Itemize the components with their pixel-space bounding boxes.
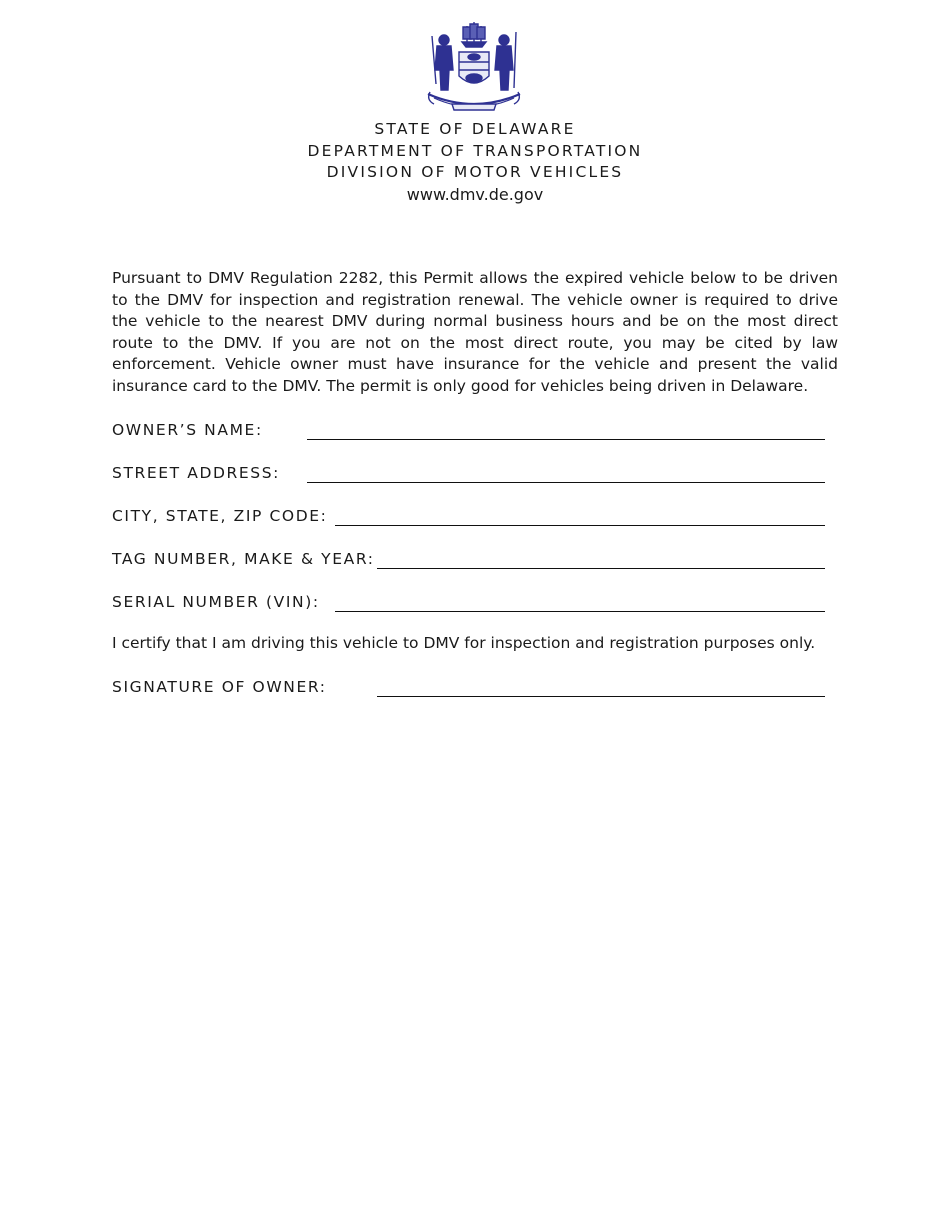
delaware-state-seal-icon bbox=[422, 18, 526, 114]
permit-description: Pursuant to DMV Regulation 2282, this Permit allows the expired vehicle below to be driven to the DMV for inspection and registration renewal. The vehicle owner is required to drive the vehicle to the nearest DMV during normal business hours and be on the most direct route to the DMV. If you are not on the most direct route, you may be cited by law enforcement. Vehicle owner must have insurance for the vehicle and present the valid insurance card to the DMV. The permit is only good for vehicles being driven in Delaware. bbox=[112, 269, 838, 395]
agency-header bbox=[0, 119, 950, 206]
serial-number-field[interactable] bbox=[112, 591, 825, 615]
website-link[interactable]: www.dmv.de.gov bbox=[406, 184, 544, 204]
city-state-zip-label: CITY, STATE, ZIP CODE: bbox=[112, 507, 328, 525]
signature-label: SIGNATURE OF OWNER: bbox=[112, 678, 327, 696]
owner-name-field[interactable] bbox=[112, 419, 825, 443]
city-state-zip-field[interactable] bbox=[112, 505, 825, 529]
signature-field[interactable] bbox=[112, 676, 825, 700]
owner-name-label: OWNER’S NAME: bbox=[112, 421, 263, 439]
city-state-zip-input[interactable] bbox=[335, 525, 825, 526]
signature-input[interactable] bbox=[377, 696, 825, 697]
certification-statement: I certify that I am driving this vehicle to DMV for inspection and registration purposes only. bbox=[112, 634, 816, 652]
owner-name-input[interactable] bbox=[307, 439, 825, 440]
state-name: STATE OF DELAWARE bbox=[374, 120, 576, 138]
tag-make-year-label: TAG NUMBER, MAKE & YEAR: bbox=[112, 550, 375, 568]
street-address-label: STREET ADDRESS: bbox=[112, 464, 280, 482]
street-address-field[interactable] bbox=[112, 462, 825, 486]
department-name: DEPARTMENT OF TRANSPORTATION bbox=[307, 141, 643, 160]
tag-make-year-input[interactable] bbox=[377, 568, 825, 569]
serial-number-label: SERIAL NUMBER (VIN): bbox=[112, 593, 320, 611]
serial-number-input[interactable] bbox=[335, 611, 825, 612]
tag-make-year-field[interactable] bbox=[112, 548, 825, 572]
street-address-input[interactable] bbox=[307, 482, 825, 483]
division-name: DIVISION OF MOTOR VEHICLES bbox=[326, 163, 624, 181]
